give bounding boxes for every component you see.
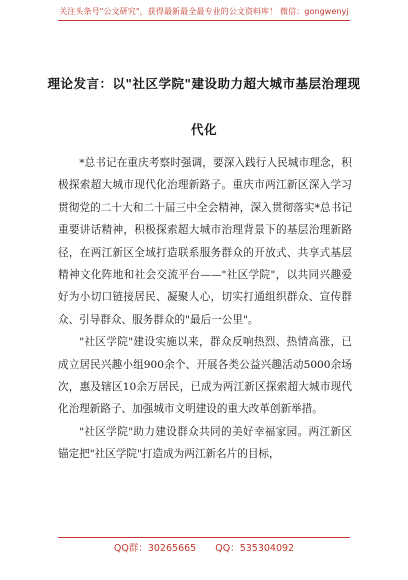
footer-contact: [0, 540, 408, 554]
footer-qq-group: QQ群：30265665: [113, 543, 197, 554]
footer-qq-contact: QQ：535304092: [215, 543, 295, 554]
paragraph: *总书记在重庆考察时强调，要深入践行人民城市理念，积极探索超大城市现代化治理新路子。重庆市两江新区深入学习贯彻党的二十大和二十届三中全会精神，深入贯彻落实*总书记重要讲话精神，积极探索超大城市治理背景下的基层治理新路径，在两江新区全域打造联系服务群众的开放式、共享式基层精神文化阵地和社会交流平台——"社区学院"，以共同兴趣爱好为小切口链接居民、凝聚人心，切实打通组织群众、宣传群众、引导群众、服务群众的"最后一公里"。: [58, 157, 352, 326]
document-body: [58, 152, 352, 466]
footer-divider: [58, 537, 350, 538]
document-title-line-1: 理论发言：以"社区学院"建设助力超大城市基层治理现: [47, 76, 361, 91]
paragraph: "社区学院"助力建设群众共同的美好幸福家园。两江新区锚定把"社区学院"打造成为两江新名片的目标，: [58, 425, 352, 461]
paragraph: "社区学院"建设实施以来，群众反响热烈、热情高涨，已成立居民兴趣小组900余个、开展各类公益兴趣活动5000余场次，惠及辖区10余万居民，已成为两江新区探索超大城市现代化治理新路子、加强城市文明建设的重大改革创新举措。: [58, 336, 352, 416]
document-title-line-2: 代化: [190, 122, 217, 137]
header-banner: 关注头条号"公文研究"，获得最新最全最专业的公文资料库！ 微信：gongwenyj: [59, 7, 349, 16]
header-divider: [58, 20, 350, 21]
